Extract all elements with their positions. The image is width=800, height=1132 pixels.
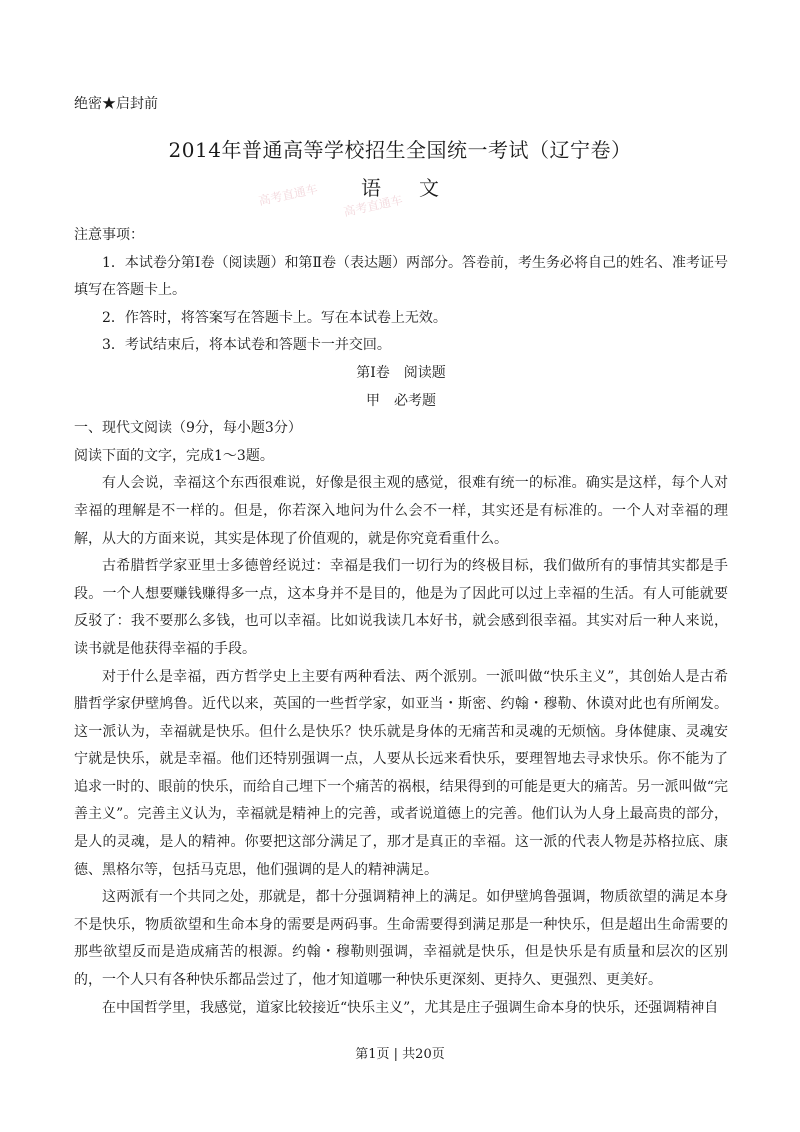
question-instruction: 阅读下面的文字，完成1～3题。 — [74, 447, 274, 464]
notice-item: 1．本试卷分第Ⅰ卷（阅读题）和第Ⅱ卷（表达题）两部分。答卷前，考生务必将自己的姓名、准考证号填写在答题卡上。 — [74, 254, 728, 299]
notice-heading: 注意事项： — [74, 227, 144, 243]
notice-item: 2．作答时，将答案写在答题卡上。写在本试卷上无效。 — [102, 309, 447, 326]
volume-heading: 第Ⅰ卷 阅读题 — [356, 364, 446, 381]
part-heading: 甲 必考题 — [366, 392, 436, 409]
watermark-logo: 高考直通车 — [342, 192, 404, 220]
notice-item: 3．考试结束后，将本试卷和答题卡一并交回。 — [102, 337, 391, 354]
confidential-mark: 绝密★启封前 — [74, 96, 158, 112]
exam-body — [74, 222, 728, 1022]
question-title: 一、现代文阅读（9分，每小题3分） — [74, 420, 302, 437]
subject-title: 语文 — [361, 176, 477, 200]
page-number: 第1页 | 共20页 — [355, 1047, 445, 1062]
passage-paragraph: 这两派有一个共同之处，那就是，都十分强调精神上的满足。如伊壁鸠鲁强调，物质欲望的满足本身不是快乐，物质欲望和生命本身的需要是两码事。生命需要得到满足那是一种快乐，但是超出生命需要的那些欲望反而是造成痛苦的根源。约翰・穆勒则强调，幸福就是快乐，但是快乐是有质量和层次的区别的，一个人只有各种快乐都品尝过了，他才知道哪一种快乐更深刻、更持久、更强烈、更美好。 — [74, 889, 728, 989]
passage-paragraph: 古希腊哲学家亚里士多德曾经说过：幸福是我们一切行为的终极目标，我们做所有的事情其实都是手段。一个人想要赚钱赚得多一点，这本身并不是目的，他是为了因此可以过上幸福的生活。有人可能就要反驳了：我不要那么多钱，也可以幸福。比如说我读几本好书，就会感到很幸福。其实对后一种人来说，读书就是他获得幸福的手段。 — [74, 558, 728, 657]
exam-title: 2014年普通高等学校招生全国统一考试（辽宁卷） — [168, 138, 632, 162]
passage-paragraph: 有人会说，幸福这个东西很难说，好像是很主观的感觉，很难有统一的标准。确实是这样，每个人对幸福的理解是不一样的。但是，你若深入地问为什么会不一样，其实还是有标准的。一个人对幸福的理解，从大的方面来说，其实是体现了价值观的，就是你究竟看重什么。 — [74, 475, 728, 547]
watermark-logo: 高考直通车 — [257, 181, 319, 209]
passage-paragraph: 在中国哲学里，我感觉，道家比较接近“快乐主义”，尤其是庄子强调生命本身的快乐，还强调精神自 — [102, 999, 719, 1016]
passage-paragraph: 对于什么是幸福，西方哲学史上主要有两种看法、两个派别。一派叫做“快乐主义”，其创始人是古希腊哲学家伊壁鸠鲁。近代以来，英国的一些哲学家，如亚当・斯密、约翰・穆勒、休谟对此也有所阐发。这一派认为，幸福就是快乐。但什么是快乐？快乐就是身体的无痛苦和灵魂的无烦恼。身体健康、灵魂安宁就是快乐，就是幸福。他们还特别强调一点，人要从长远来看快乐，要理智地去寻求快乐。你不能为了追求一时的、眼前的快乐，而给自己埋下一个痛苦的祸根，结果得到的可能是更大的痛苦。另一派叫做“完善主义”。完善主义认为，幸福就是精神上的完善，或者说道德上的完善。他们认为人身上最高贵的部分，是人的灵魂，是人的精神。你要把这部分满足了，那才是真正的幸福。这一派的代表人物是苏格拉底、康德、黑格尔等，包括马克思，他们强调的是人的精神满足。 — [74, 668, 728, 878]
